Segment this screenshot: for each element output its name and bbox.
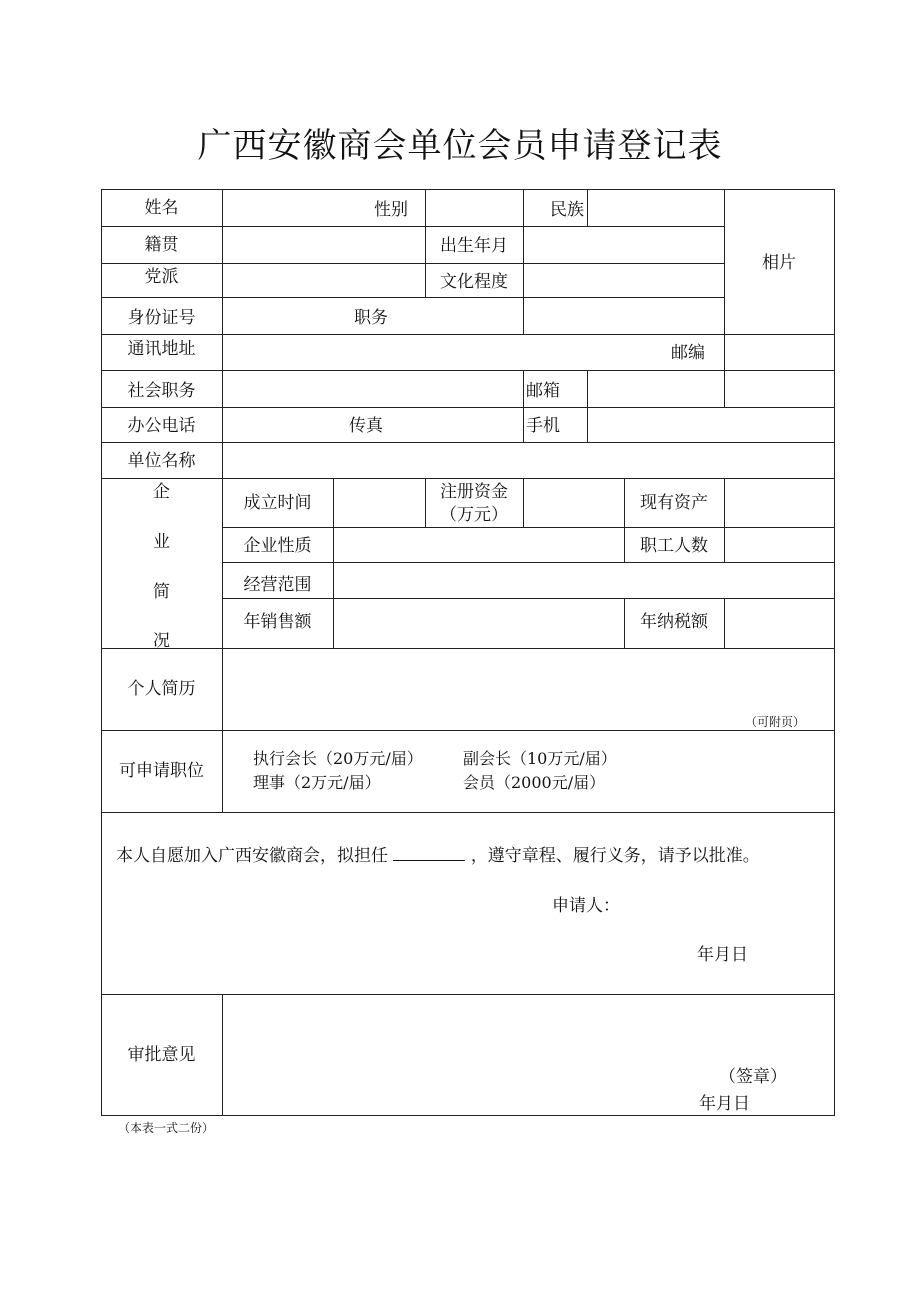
label-resume: 个人简历 [127, 679, 196, 699]
label-position: 职务 [354, 308, 388, 328]
label-fax: 传真 [349, 416, 383, 436]
label-company-profile-4: 况 [153, 631, 170, 651]
col-line [724, 478, 725, 562]
label-name: 姓名 [144, 198, 179, 218]
col-line [222, 994, 223, 1116]
row-line [101, 442, 835, 443]
approval-seal: （签章） [719, 1067, 787, 1087]
label-current-assets: 现有资产 [640, 493, 708, 513]
col-line [587, 370, 588, 442]
row-line [222, 562, 835, 563]
row-line [101, 994, 835, 995]
form-title: 广西安徽商会单位会员申请登记表 [197, 126, 723, 166]
label-mobile: 手机 [526, 416, 560, 436]
label-birth: 出生年月 [440, 236, 508, 256]
label-ethnicity: 民族 [550, 200, 584, 220]
label-address: 通讯地址 [127, 339, 196, 359]
label-education: 文化程度 [440, 272, 508, 292]
label-registered-capital: 注册资金 [440, 482, 508, 502]
row-line [222, 527, 835, 528]
declaration-after-blank: ，遵守章程、履行义务，请予以批准。 [470, 846, 760, 866]
label-employees: 职工人数 [640, 536, 708, 556]
row-line [101, 812, 835, 813]
table-border-right [834, 189, 835, 1116]
row-line [101, 407, 835, 408]
label-gender: 性别 [374, 200, 408, 220]
position-director: 理事（2万元/届） [253, 773, 381, 792]
label-id-number: 身份证号 [127, 308, 196, 328]
label-office-phone: 办公电话 [127, 416, 196, 436]
label-business-scope: 经营范围 [243, 575, 312, 595]
declaration-date: 年月日 [697, 945, 748, 965]
resume-note: （可附页） [745, 715, 806, 729]
label-annual-tax: 年纳税额 [640, 612, 708, 632]
col-line [587, 189, 588, 226]
declaration-text [116, 846, 760, 866]
col-line [333, 478, 334, 648]
col-line [523, 370, 524, 442]
table-border-left [101, 189, 102, 1116]
row-line [101, 297, 724, 298]
label-email: 邮箱 [526, 381, 560, 401]
label-photo: 相片 [762, 253, 796, 273]
position-vice-president: 副会长（10万元/届） [463, 749, 617, 768]
declaration-before-blank: 本人自愿加入广西安徽商会，拟担任 [116, 846, 388, 866]
label-founded: 成立时间 [243, 493, 312, 513]
label-company-profile-2: 业 [153, 532, 170, 552]
col-line [523, 478, 524, 527]
table-border-bottom [101, 1115, 835, 1116]
label-registered-capital-unit: （万元） [440, 505, 508, 525]
declaration-applicant: 申请人： [552, 896, 620, 916]
approval-date: 年月日 [699, 1094, 750, 1114]
label-company-profile-3: 简 [153, 582, 170, 602]
col-line [523, 189, 524, 334]
footnote: （本表一式二份） [118, 1121, 215, 1135]
row-line [101, 730, 835, 731]
label-social-position: 社会职务 [127, 381, 196, 401]
label-party: 党派 [144, 267, 179, 287]
position-member: 会员（2000元/届） [463, 773, 606, 792]
row-line [101, 226, 724, 227]
label-postcode: 邮编 [671, 343, 705, 363]
label-company-type: 企业性质 [243, 536, 312, 556]
label-approval: 审批意见 [127, 1045, 196, 1065]
label-positions-available: 可申请职位 [119, 761, 204, 781]
position-executive-president: 执行会长（20万元/届） [253, 749, 423, 768]
label-hometown: 籍贯 [144, 235, 179, 255]
label-annual-sales: 年销售额 [243, 612, 312, 632]
col-line [724, 189, 725, 407]
row-line [222, 598, 835, 599]
declaration-position-blank[interactable] [393, 846, 465, 861]
row-line [101, 263, 724, 264]
label-company-profile-1: 企 [153, 482, 170, 502]
label-company-name: 单位名称 [127, 451, 196, 471]
col-line [724, 598, 725, 648]
